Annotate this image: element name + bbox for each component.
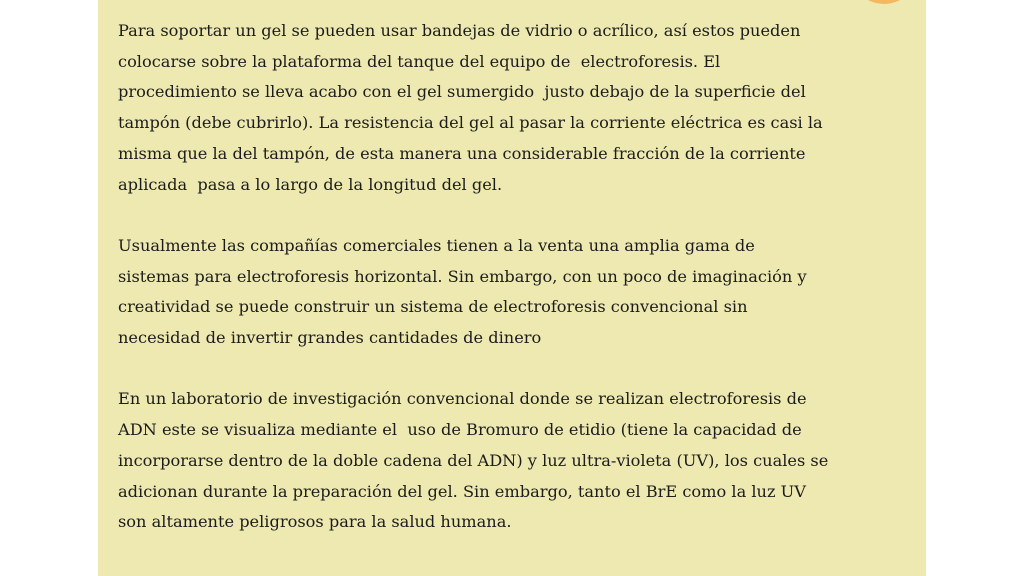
text-line: Para soportar un gel se pueden usar bandejas de vidrio o acrílico, así estos pueden bbox=[118, 21, 801, 40]
text-line: creatividad se puede construir un sistema de electroforesis convencional sin bbox=[118, 297, 748, 317]
document-body bbox=[118, 16, 870, 569]
text-line: colocarse sobre la plataforma del tanque del equipo de electroforesis. El bbox=[118, 51, 721, 71]
text-line: procedimiento se lleva acabo con el gel sumergido justo debajo de la superficie del bbox=[118, 82, 806, 102]
text-line: tampón (debe cubrirlo). La resistencia del gel al pasar la corriente eléctrica es casi la bbox=[118, 113, 823, 133]
text-line: necesidad de invertir grandes cantidades de dinero bbox=[118, 328, 542, 348]
text-line: incorporarse dentro de la doble cadena del ADN) y luz ultra-violeta (UV), los cuales se bbox=[118, 450, 829, 470]
text-line: son altamente peligrosos para la salud humana. bbox=[118, 512, 512, 532]
paragraph-2 bbox=[118, 231, 870, 354]
text-line: sistemas para electroforesis horizontal. Sin embargo, con un poco de imaginación y bbox=[118, 266, 807, 286]
paragraph-1 bbox=[118, 16, 870, 200]
text-line: Usualmente las compañías comerciales tienen a la venta una amplia gama de bbox=[118, 235, 755, 255]
text-line: adicionan durante la preparación del gel. Sin embargo, tanto el BrE como la luz UV bbox=[118, 481, 806, 501]
text-line: ADN este se visualiza mediante el uso de Bromuro de etidio (tiene la capacidad de bbox=[118, 420, 802, 440]
paragraph-3 bbox=[118, 384, 870, 538]
text-line: misma que la del tampón, de esta manera una considerable fracción de la corriente bbox=[118, 143, 806, 163]
text-line: aplicada pasa a lo largo de la longitud del gel. bbox=[118, 174, 503, 194]
text-line: En un laboratorio de investigación convencional donde se realizan electroforesis de bbox=[118, 389, 807, 409]
